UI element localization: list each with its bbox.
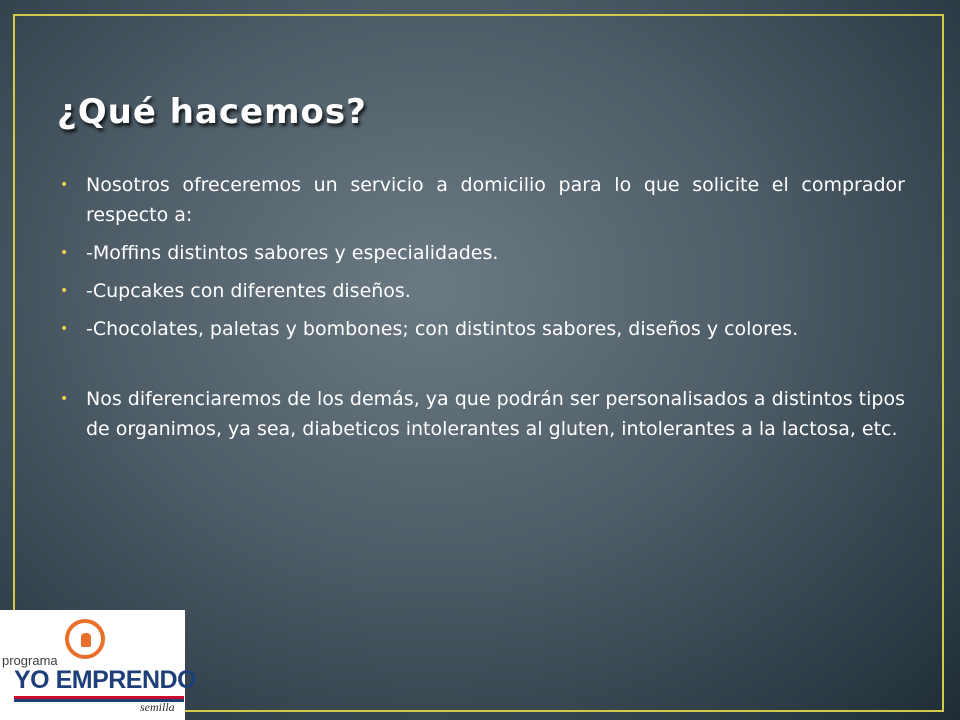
bullet-icon: • [60,321,69,337]
logo-line-semilla: semilla [140,700,175,714]
logo-line-main: YO EMPRENDO [14,666,197,694]
bullet-text: -Cupcakes con diferentes diseños. [86,280,411,302]
logo-line-programa: programa [2,653,58,668]
bullet-item [60,314,905,344]
bullet-item [60,384,905,444]
logo-figure-icon [81,633,91,647]
slide-title: ¿Qué hacemos? [57,92,367,132]
bullet-icon: • [60,177,69,193]
bullet-text: -Chocolates, paletas y bombones; con distintos sabores, diseños y colores. [86,318,799,340]
bullet-item [60,238,905,268]
bullet-item [60,276,905,306]
logo-emblem-icon [65,619,105,659]
yo-emprendo-logo [0,610,197,720]
bullet-text: Nosotros ofreceremos un servicio a domicilio para lo que solicite el comprador respecto a: [86,174,905,226]
bullet-icon: • [60,245,69,261]
bullet-text: Nos diferenciaremos de los demás, ya que podrán ser personalisados a distintos tipos de organimos, ya sea, diabeticos intolerantes al gluten, intolerantes a la lactosa, etc. [86,388,905,440]
bullet-text: -Moffins distintos sabores y especialidades. [86,242,499,264]
bullet-icon: • [60,283,69,299]
slide-content [60,170,905,452]
bullet-icon: • [60,391,69,407]
bullet-item [60,170,905,230]
